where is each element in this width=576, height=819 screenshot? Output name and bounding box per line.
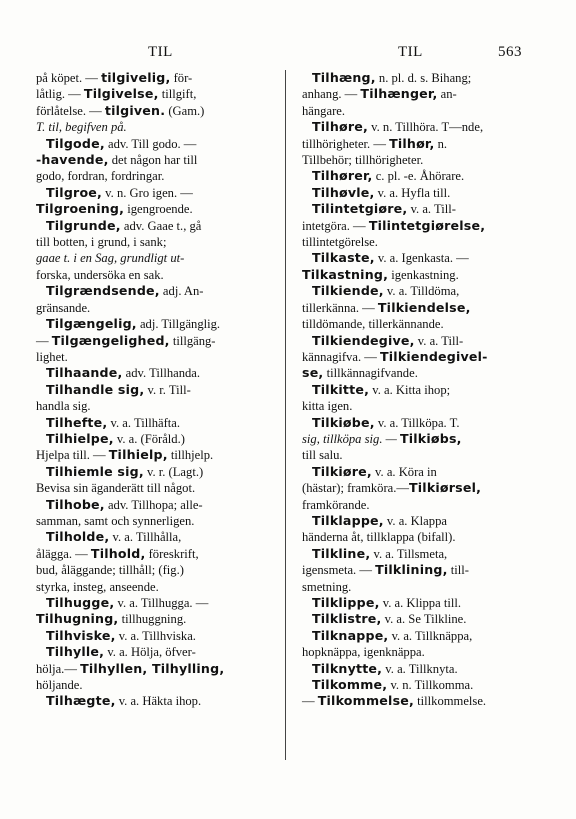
entry-text: hängare. (302, 103, 346, 118)
headword: Tilhugge, (46, 595, 115, 610)
entry-line (36, 398, 266, 414)
entry-text: v. a. Kitta ihop; (369, 382, 451, 397)
entry-line (302, 185, 534, 201)
entry-line (36, 218, 266, 234)
headword: Tilhænger, (360, 86, 438, 102)
entry-text: för- (170, 71, 193, 85)
entry-text: v. a. Tillhviska. (115, 628, 196, 643)
entry-line (36, 136, 266, 152)
entry-line (36, 480, 266, 496)
headword: Tilhører, (312, 168, 373, 184)
entry-line (302, 415, 534, 431)
entry-line (36, 529, 266, 545)
headword: Tilhaande, (46, 365, 123, 381)
entry-text: tillhjelp. (167, 448, 214, 463)
entry-line (302, 595, 534, 611)
headword: Tilkiendelse, (377, 299, 471, 315)
entry-line (36, 152, 266, 168)
headword: Tilkomme, (312, 677, 388, 693)
headword: Tilkiøbe, (312, 414, 375, 430)
headword: Tilhylle, (46, 644, 105, 660)
entry-text: c. pl. -e. Åhörare. (372, 169, 465, 184)
entry-line (302, 447, 534, 463)
entry-text: låtlig. — (36, 87, 84, 102)
entry-text: v. a. Tillknäppa, (388, 628, 473, 643)
headword: Tilhviske, (46, 627, 116, 643)
entry-line (36, 168, 266, 184)
entry-text: smetning. (302, 579, 352, 594)
entry-text: hölja.— (36, 661, 81, 676)
headword: Tilkastning, (302, 266, 389, 282)
entry-text: kitta igen. (302, 399, 353, 414)
entry-line (36, 119, 266, 135)
entry-line (302, 431, 534, 447)
entry-line (302, 382, 534, 398)
entry-text: v. a. Tillhugga. — (114, 596, 209, 610)
entry-text: v. r. Till- (144, 382, 191, 397)
entry-line (36, 349, 266, 365)
entry-line (36, 316, 266, 332)
headword: Tilklistre, (312, 611, 382, 627)
header-right-word: TIL (398, 44, 423, 60)
headword: Tilhandle sig, (46, 381, 145, 397)
headword: Tilkommelse, (317, 693, 414, 709)
headword: Tilklippe, (312, 595, 380, 610)
entry-line (302, 365, 534, 381)
entry-text: tillerkänna. — (302, 300, 378, 315)
entry-line (36, 103, 266, 119)
entry-text: tillhörigheter. — (302, 136, 390, 151)
headword: Tilhielp, (108, 447, 168, 463)
entry-line (36, 267, 266, 283)
entry-line (302, 513, 534, 529)
entry-line (302, 283, 534, 299)
entry-text: tillgäng- (169, 333, 216, 348)
headword: Tilkline, (312, 545, 371, 561)
entry-lead: på köpet. — (36, 71, 102, 85)
headword: Tilgrændsende, (46, 283, 160, 299)
headword: Tilkiendegivel- (380, 348, 488, 364)
entry-text: v. r. (Lagt.) (143, 464, 204, 479)
entry-text: v. a. Igenkasta. — (374, 251, 469, 266)
entry-line (302, 250, 534, 266)
entry-line (36, 464, 266, 480)
entry-text: n. (434, 136, 448, 151)
entry-line (302, 546, 534, 562)
headword: Tilgængelighed, (51, 332, 170, 348)
entry-text: godo, fordran, fordringar. (36, 169, 165, 184)
entry-text: v. a. Tillhålla, (109, 530, 182, 545)
entry-text: ålägga. — (36, 546, 91, 561)
entry-text: igenkastning. (388, 267, 459, 282)
entry-text: v. a. Klippa till. (379, 596, 461, 610)
headword: Tilknappe, (312, 627, 389, 643)
headword: Tilhobe, (46, 496, 105, 512)
page-header (30, 44, 540, 66)
entry-line (302, 234, 534, 250)
headword: Tilgrunde, (46, 217, 121, 233)
entry-text: adj. An- (159, 284, 204, 299)
entry-line (302, 529, 534, 545)
entry-text: tilldömande, tillerkännande. (302, 317, 444, 332)
entry-text: v. a. Till- (407, 202, 456, 217)
entry-text: adv. Tillhopa; alle- (104, 497, 203, 512)
entry-text: v. a. Tillsmeta, (370, 546, 448, 561)
headword: Tilgivelse, (83, 86, 159, 102)
entry-line (36, 513, 266, 529)
entry-text: v. a. Tillhäfta. (107, 415, 181, 430)
right-column (302, 70, 534, 710)
entry-text: v. a. Tillköpa. T. (374, 415, 460, 430)
entry-text: hopknäppa, igenknäppa. (302, 645, 425, 660)
headword: Tilhøvle, (312, 184, 375, 200)
entry-text: bud, åläggande; tillhåll; (fig.) (36, 563, 184, 578)
headword: Tilklappe, (312, 512, 384, 528)
entry-line (302, 119, 534, 135)
column-divider (285, 70, 286, 760)
entry-line (36, 579, 266, 595)
entry-text: adv. Gaae t., gå (120, 218, 202, 233)
entry-line (302, 677, 534, 693)
entry-lead: — (36, 333, 52, 348)
entry-text: tillintetgörelse. (302, 235, 378, 250)
entry-text: T. til, begifven på. (36, 120, 127, 135)
entry-line (36, 611, 266, 627)
headword: Tilintetgiøre, (312, 201, 408, 217)
headword: Tilintetgiørelse, (368, 217, 486, 233)
headword: Tilhugning, (36, 611, 119, 627)
entry-line (36, 250, 266, 266)
entry-line (302, 562, 534, 578)
entry-line (302, 661, 534, 677)
entry-text: n. pl. d. s. Bihang; (375, 71, 472, 85)
entry-line (36, 661, 266, 677)
entry-line (36, 447, 266, 463)
entry-line (36, 562, 266, 578)
entry-line (302, 316, 534, 332)
entry-text: förlåtelse. — (36, 103, 105, 118)
entry-text: sig, tillköpa sig. — (302, 431, 400, 446)
headword: Tilholde, (46, 529, 110, 545)
entry-line (36, 595, 266, 611)
entry-text: v. n. Tillhöra. T—nde, (367, 120, 484, 135)
entry-line (302, 579, 534, 595)
entry-text: forska, undersöka en sak. (36, 267, 164, 282)
entry-text: v. a. Tilldöma, (383, 284, 460, 299)
entry-line (302, 628, 534, 644)
headword: Tilkiendegive, (312, 332, 415, 348)
headword: Tilklining, (375, 562, 448, 578)
entry-text: framkörande. (302, 497, 370, 512)
entry-text: styrka, insteg, anseende. (36, 579, 159, 594)
entry-text: gränsande. (36, 300, 91, 315)
entry-text: till botten, i grund, i sank; (36, 235, 167, 250)
entry-text: v. a. Till- (414, 333, 464, 348)
headword: Tilkiørsel, (409, 480, 482, 496)
entry-line (36, 201, 266, 217)
entry-line (302, 267, 534, 283)
entry-line (36, 365, 266, 381)
entry-text: adj. Tillgänglig. (136, 317, 221, 332)
headword: Tilhør, (389, 135, 435, 151)
entry-text: an- (437, 87, 457, 102)
entry-line (36, 677, 266, 693)
headword: Tilkaste, (312, 250, 375, 266)
entry-line (302, 644, 534, 660)
entry-text: samman, samt och synnerligen. (36, 513, 195, 528)
headword: Tilknytte, (312, 660, 383, 676)
entry-line (302, 333, 534, 349)
entry-text: lighet. (36, 349, 68, 364)
entry-line (302, 349, 534, 365)
headword: se, (302, 365, 324, 381)
header-left-word: TIL (148, 44, 173, 60)
entry-line (36, 86, 266, 102)
entry-text: höljande. (36, 678, 83, 693)
headword: Tilkiøbs, (399, 430, 462, 446)
headword: Tilgængelig, (46, 316, 137, 332)
entry-line (36, 300, 266, 316)
entry-text: v. a. Häkta ihop. (115, 694, 202, 709)
entry-line (302, 497, 534, 513)
entry-line (36, 431, 266, 447)
entry-line (36, 644, 266, 660)
entry-text: adv. Tillhanda. (122, 366, 201, 381)
entry-line (302, 201, 534, 217)
entry-text: v. a. Hölja, öfver- (104, 645, 196, 660)
entry-line (36, 382, 266, 398)
entry-text: Bevisa sin äganderätt till något. (36, 481, 196, 496)
entry-text: kännagifva. — (302, 349, 380, 364)
entry-text: (Gam.) (165, 103, 205, 118)
entry-lead: — (302, 694, 318, 709)
entry-line (302, 70, 534, 86)
entry-text: tillkommelse. (414, 694, 487, 709)
entry-text: igengroende. (124, 202, 193, 217)
entry-text: föreskrift, (145, 546, 199, 561)
headword: Tilkiøre, (312, 463, 372, 479)
entry-text: v. a. Hyfla till. (374, 185, 451, 200)
headword: Tilhiemle sig, (46, 463, 144, 479)
entry-line (302, 152, 534, 168)
entry-text: händerna åt, tillklappa (bifall). (302, 530, 456, 545)
headword: Tilgode, (46, 135, 105, 151)
entry-text: igensmeta. — (302, 563, 376, 578)
entry-line (302, 86, 534, 102)
entry-text: Tillbehör; tillhörigheter. (302, 153, 424, 168)
left-column (36, 70, 266, 710)
entry-line (36, 415, 266, 431)
entry-text: till- (447, 563, 469, 578)
entry-line (302, 136, 534, 152)
entry-line (36, 693, 266, 709)
headword: Tilkitte, (312, 381, 370, 397)
headword: Tilhøre, (312, 119, 368, 135)
entry-line (36, 497, 266, 513)
headword: Tilhæng, (312, 70, 376, 85)
headword: tilgiven. (104, 102, 166, 118)
entry-text: anhang. — (302, 87, 361, 102)
entry-line (302, 218, 534, 234)
entry-line (302, 611, 534, 627)
headword: Tilgroe, (46, 184, 103, 200)
entry-text: (hästar); framköra.— (302, 481, 409, 496)
entry-text: till salu. (302, 448, 343, 463)
entry-line (36, 628, 266, 644)
entry-text: handla sig. (36, 399, 91, 414)
entry-line (36, 283, 266, 299)
headword: Tilhielpe, (46, 430, 114, 446)
entry-line (302, 398, 534, 414)
headword: -havende, (36, 152, 109, 168)
entry-text: v. a. Klappa (383, 513, 447, 528)
entry-text: v. a. (Föråld.) (113, 431, 185, 446)
headword: tilgivelig, (101, 70, 171, 85)
entry-text: v. n. Tillkomma. (387, 678, 474, 693)
headword: Tilhold, (90, 545, 146, 561)
entry-line (302, 103, 534, 119)
entry-text: gaae t. i en Sag, grundligt ut- (36, 251, 185, 266)
headword: Tilhyllen, Tilhylling, (80, 660, 225, 676)
entry-line (36, 546, 266, 562)
entry-line (302, 693, 534, 709)
entry-line (36, 333, 266, 349)
page-number: 563 (498, 44, 522, 60)
entry-text: v. a. Köra in (371, 464, 437, 479)
headword: Tilkiende, (312, 283, 384, 299)
entry-text: tillgift, (158, 87, 197, 102)
entry-line (302, 480, 534, 496)
entry-line (36, 185, 266, 201)
headword: Tilhefte, (46, 414, 108, 430)
entry-line (36, 234, 266, 250)
entry-text: v. a. Se Tilkline. (381, 612, 467, 627)
entry-text: v. a. Tillknyta. (382, 661, 458, 676)
entry-text: v. n. Gro igen. — (102, 185, 193, 200)
entry-text: adv. Till godo. — (104, 136, 197, 151)
entry-text: det någon har till (108, 153, 198, 168)
headword: Tilhægte, (46, 693, 116, 709)
entry-text: intetgöra. — (302, 218, 369, 233)
entry-line (302, 300, 534, 316)
entry-line (302, 168, 534, 184)
entry-text: tillkännagifvande. (323, 366, 418, 381)
entry-line (302, 464, 534, 480)
entry-text: tillhuggning. (118, 612, 187, 627)
entry-text: Hjelpa till. — (36, 448, 109, 463)
headword: Tilgroening, (36, 201, 125, 217)
entry-line (36, 70, 266, 86)
